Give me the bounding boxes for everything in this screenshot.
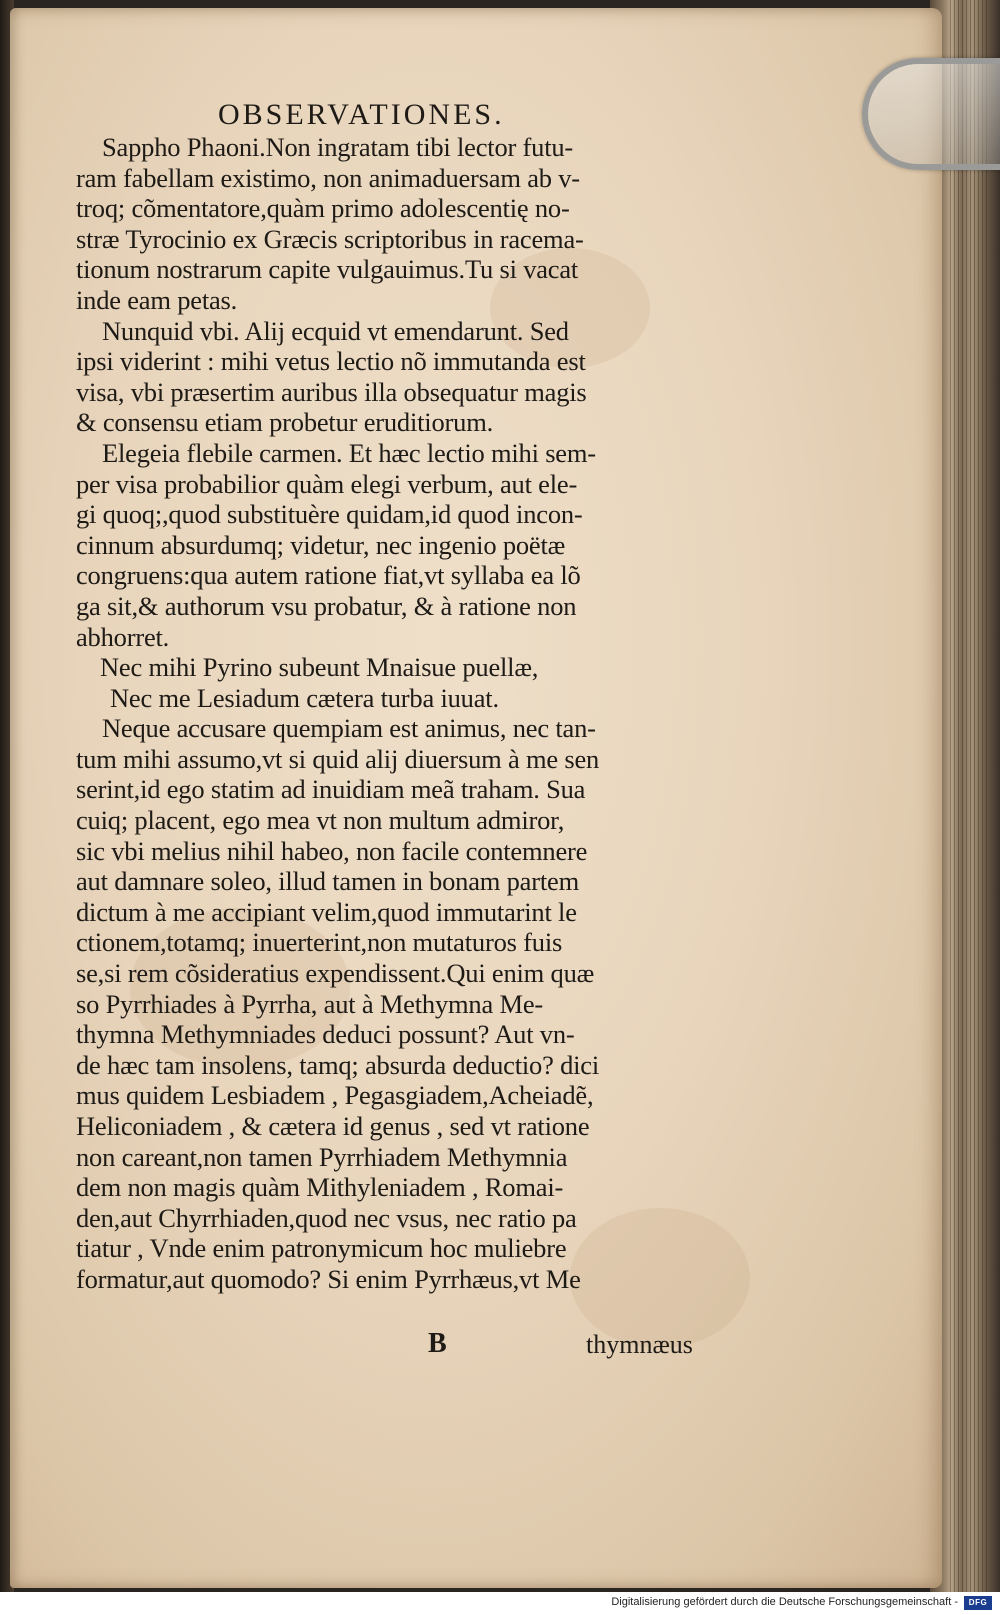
text-line: non careant,non tamen Pyrrhiadem Methymnia	[76, 1141, 568, 1172]
text-line: troq; cõmentatore,quàm primo adolescentię no-	[76, 193, 570, 224]
text-line: per visa probabilior quàm elegi verbum, aut ele-	[76, 468, 578, 499]
text-line: so Pyrrhiades à Pyrrha, aut à Methymna Me-	[76, 988, 544, 1019]
text-line: dem non magis quàm Mithyleniadem , Romai-	[76, 1172, 564, 1203]
text-line: tum mihi assumo,vt si quid alij diuersum à me sen	[76, 743, 600, 774]
text-line: aut damnare soleo, illud tamen in bonam partem	[76, 866, 579, 897]
text-line: Nunquid vbi. Alij ecquid vt emendarunt. Sed	[102, 315, 569, 346]
dfg-logo-icon: DFG	[964, 1596, 992, 1610]
catchword: thymnæus	[586, 1330, 693, 1359]
text-line: de hæc tam insolens, tamq; absurda deductio? dici	[76, 1049, 600, 1080]
text-line: mus quidem Lesbiadem , Pegasgiadem,Acheiadẽ,	[76, 1080, 594, 1111]
text-line: tiatur , Vnde enim patronymicum hoc muliebre	[76, 1233, 567, 1264]
text-line: Elegeia flebile carmen. Et hæc lectio mihi sem-	[102, 437, 596, 468]
text-line: Sappho Phaoni.Non ingratam tibi lector futu-	[102, 132, 574, 162]
text-line: dictum à me accipiant velim,quod immutarint le	[76, 896, 577, 927]
text-line: thymna Methymniades deduci possunt? Aut vn-	[76, 1019, 575, 1050]
text-line: abhorret.	[76, 621, 170, 652]
text-line: den,aut Chyrrhiaden,quod nec vsus, nec ratio pa	[76, 1202, 577, 1233]
footer-bar	[0, 1592, 1000, 1615]
signature-mark: B	[428, 1328, 447, 1359]
text-line: ipsi viderint : mihi vetus lectio nõ immutanda est	[76, 346, 586, 377]
text-line: Neque accusare quempiam est animus, nec tan-	[102, 713, 596, 744]
text-line: inde eam petas.	[76, 284, 238, 315]
text-line: gi quoq;,quod substituère quidam,id quod incon-	[76, 499, 583, 530]
text-line: formatur,aut quomodo? Si enim Pyrrhæus,vt Me	[76, 1263, 581, 1294]
text-line: visa, vbi præsertim auribus illa obsequatur magis	[76, 376, 587, 407]
text-line: sic vbi melius nihil habeo, non facile contemnere	[76, 835, 588, 866]
text-line: cuiq; placent, ego mea vt non multum admiror,	[76, 805, 565, 836]
page-clip	[862, 58, 1000, 170]
text-line: Heliconiadem , & cætera id genus , sed vt ratione	[76, 1111, 590, 1141]
text-line: & consensu etiam probetur eruditiorum.	[76, 407, 494, 438]
page-stack-lines	[950, 0, 990, 1592]
text-line: cinnum absurdumq; videtur, nec ingenio poëtæ	[76, 529, 566, 560]
text-line: ctionem,totamq; inuerterint,non mutaturos fuis	[76, 927, 563, 958]
text-line: stræ Tyrocinio ex Græcis scriptoribus in racema-	[76, 223, 584, 254]
verse-line: Nec mihi Pyrino subeunt Mnaisue puellæ,	[100, 652, 539, 683]
page-heading: OBSERVATIONES.	[218, 98, 505, 131]
text-line: tionum nostrarum capite vulgauimus.Tu si vacat	[76, 254, 579, 285]
text-line: se,si rem cõsideratius expendissent.Qui enim quæ	[76, 958, 595, 989]
text-line: congruens:qua autem ratione fiat,vt syllaba ea lõ	[76, 560, 581, 591]
text-line: ram fabellam existimo, non animaduersam ab v-	[76, 162, 580, 193]
funding-credit: Digitalisierung gefördert durch die Deutsche Forschungsgemeinschaft -	[611, 1596, 958, 1608]
verse-line: Nec me Lesiadum cætera turba iuuat.	[110, 682, 499, 713]
text-line: ga sit,& authorum vsu probatur, & à ratione non	[76, 590, 577, 621]
text-line: serint,id ego statim ad inuidiam meã traham. Sua	[76, 774, 586, 805]
body-text	[76, 132, 712, 1295]
